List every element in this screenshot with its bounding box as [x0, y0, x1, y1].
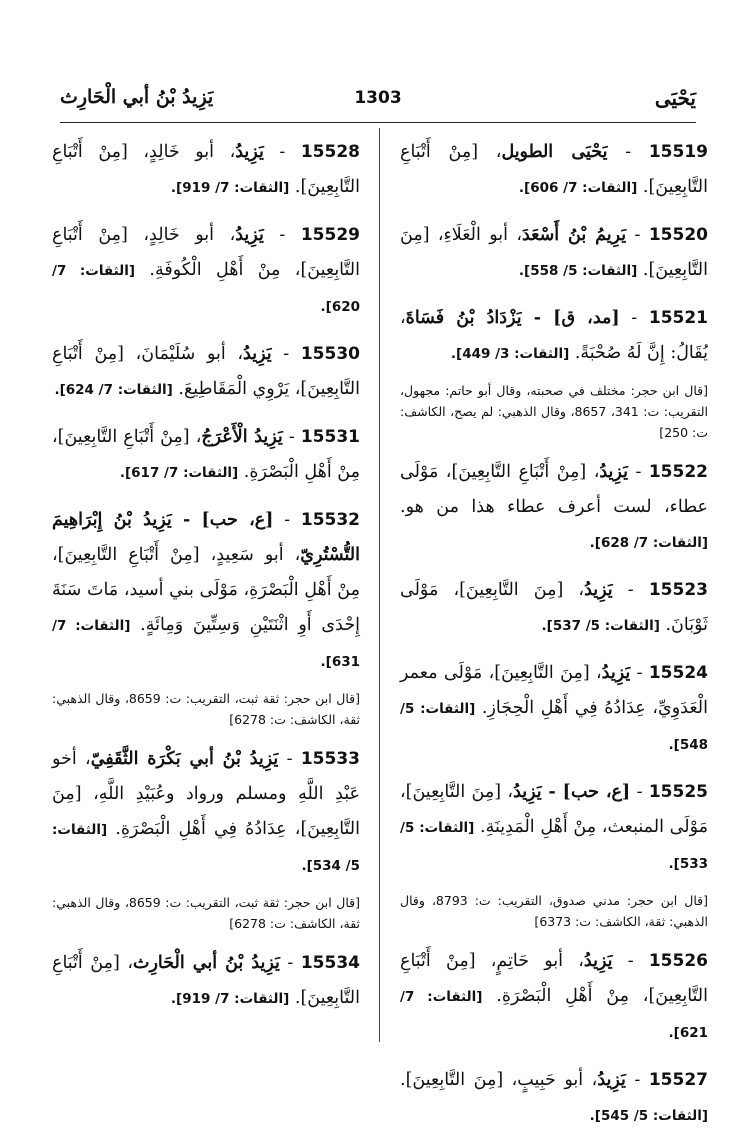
entry-number: 15531: [300, 427, 360, 447]
entry-reference: [الثقات: 7/ 628].: [589, 535, 708, 551]
entry-name: يَزِيدُ: [235, 142, 264, 162]
entry-reference: [الثقات: 5/ 558].: [518, 263, 638, 279]
entry-reference: [الثقات: 3/ 449].: [450, 346, 570, 362]
entry-name: يَزِيدُ: [583, 951, 613, 971]
entry-text: ، أبو خَالِدٍ، [مِنْ أَتْبَاعِ التَّابِعِينَ]، مِنْ أَهْلِ الْكُوفَةِ.: [52, 225, 360, 280]
entry-reference: [الثقات: 7/ 617].: [119, 465, 239, 481]
entry-reference: [الثقات: 5/ 548].: [400, 701, 708, 753]
entry-reference: [الثقات: 7/ 631].: [52, 618, 360, 670]
entry: 15520 - يَرِيمُ بْنُ أَسْعَدَ، أبو الْعَلَاءِ، [مِنَ التَّابِعِينَ]. [الثقات: 5/ 558].: [400, 225, 708, 280]
entry-text: ، [مِنْ أَتْبَاعِ التَّابِعِينَ].: [400, 142, 708, 197]
entry-name: [ع، حب] - يَزِيدُ: [513, 782, 631, 802]
entry-reference: [الثقات: 7/ 621].: [400, 989, 708, 1041]
entry-text: ، يُقَالُ: إِنَّ لَهُ صُحْبَةً.: [400, 308, 708, 363]
entry-number: 15526: [648, 951, 708, 971]
entry-text: ، أبو الْعَلَاءِ، [مِنَ التَّابِعِينَ].: [400, 225, 708, 280]
entry: 15534 - يَزِيدُ بْنُ أبي الْحَارِث، [مِنْ أَتْبَاعِ التَّابِعِينَ]. [الثقات: 7/ 919].: [52, 953, 360, 1008]
entry-reference: [الثقات: 7/ 620].: [52, 263, 360, 315]
entry: 15527 - يَزِيدُ، أبو حَبِيبٍ، [مِنَ التَّابِعِينَ]. [الثقات: 5/ 545].: [400, 1070, 708, 1124]
entry-reference: [الثقات: 7/ 919].: [170, 991, 290, 1007]
entry-name: يَزِيدُ بْنُ أبي الْحَارِث: [132, 953, 280, 973]
entry-name: يَزِيدُ بْنُ أبي بَكْرَة الثَّقَفِيّ: [90, 749, 279, 769]
entry-name: يَزِيدُ: [599, 462, 628, 482]
entry-footnote: [قال ابن حجر: ثقة ثبت، التقريب: ت: 8659، وقال الذهبي: ثقة، الكاشف: ت: 6278]: [52, 895, 360, 931]
entry-name: يَرِيمُ بْنُ أَسْعَدَ: [522, 225, 627, 245]
entry: 15525 - [ع، حب] - يَزِيدُ، [مِنَ التَّابِعِينَ]، مَوْلَى المنبعث، مِنْ أَهْلِ الْمَدِينَةِ. [الثقات: 5/ 533].: [400, 782, 708, 872]
entry-number: 15522: [648, 462, 708, 482]
running-title-left: يَزِيدُ بْنُ أبي الْحَارِث: [60, 86, 214, 108]
entry-reference: [الثقات: 5/ 533].: [400, 820, 708, 872]
entry-name: يَزِيدُ: [584, 580, 613, 600]
entry-text: ، أبو حَبِيبٍ، [مِنَ التَّابِعِينَ].: [400, 1070, 598, 1090]
entry: 15529 - يَزِيدُ، أبو خَالِدٍ، [مِنْ أَتْبَاعِ التَّابِعِينَ]، مِنْ أَهْلِ الْكُوفَةِ. [الثقات: 7/ 620].: [52, 225, 360, 315]
entry-name: [ع، حب] - يَزِيدُ بْنُ إِبْرَاهِيمَ التُّسْتُرِيّ: [52, 510, 360, 565]
entry-text: ، أخو عَبْدِ اللَّهِ ومسلم ورواد وعُبَيْدِ اللَّهِ، [مِنَ التَّابِعِينَ]، عِدَادُهُ فِي أَهْلِ الْبَصْرَةِ.: [52, 749, 360, 839]
entry: 15530 - يَزِيدُ، أبو سُلَيْمَانَ، [مِنْ أَتْبَاعِ التَّابِعِينَ]، يَرْوِي الْمَقَاطِيعَ. [الثقات: 7/ 624].: [52, 344, 360, 399]
header-divider: [60, 122, 696, 123]
entry: 15531 - يَزِيدُ الْأَعْرَجُ، [مِنْ أَتْبَاعِ التَّابِعِينَ]، مِنْ أَهْلِ الْبَصْرَةِ. [الثقات: 7/ 617].: [52, 427, 360, 482]
right-column: [400, 135, 708, 1146]
entry-text: ، أبو سُلَيْمَانَ، [مِنْ أَتْبَاعِ التَّابِعِينَ]، يَرْوِي الْمَقَاطِيعَ.: [52, 344, 360, 399]
entry-reference: [الثقات: 7/ 624].: [54, 382, 173, 398]
entry-name: يَزِيدُ: [235, 225, 264, 245]
entry-footnote: [قال ابن حجر: مختلف في صحبته، وقال أبو حاتم: مجهول، التقريب: ت: 341، 8657، وقال الذهبي: لم يصح، الكاشف: ت: 250]: [400, 383, 708, 440]
entry-number: 15529: [300, 225, 360, 245]
entry-number: 15525: [648, 782, 708, 802]
entry-name: [مد، ق] - يَزْدَادُ بْنُ فَسَاةَ: [405, 308, 620, 328]
entry: 15532 - [ع، حب] - يَزِيدُ بْنُ إِبْرَاهِيمَ التُّسْتُرِيّ، أبو سَعِيدٍ، [مِنْ أَتْبَاعِ التَّابِعِينَ]، مِنْ أَهْلِ الْبَصْرَةِ، مَوْلَى بني أسيد، مَاتَ سَنَةَ إِحْدَى أَوِ اثْنَتَيْنِ وَسِتِّينَ وَمِائَةٍ. [الثقات: 7/ 631].: [52, 510, 361, 670]
entry: 15522 - يَزِيدُ، [مِنْ أَتْبَاعِ التَّابِعِينَ]، مَوْلَى عطاء، لست أعرف عطاء هذا من هو. [الثقات: 7/ 628].: [400, 462, 708, 551]
page-header: [60, 80, 696, 120]
entry-reference: [الثقات: 5/ 537].: [541, 618, 660, 634]
column-divider: [379, 128, 380, 1042]
entry: 15533 - يَزِيدُ بْنُ أبي بَكْرَة الثَّقَفِيّ، أخو عَبْدِ اللَّهِ ومسلم ورواد وعُبَيْدِ اللَّهِ، [مِنَ التَّابِعِينَ]، عِدَادُهُ فِي أَهْلِ الْبَصْرَةِ. [الثقات: 5/ 534].: [52, 749, 360, 874]
entry-text: ، [مِنْ أَتْبَاعِ التَّابِعِينَ].: [52, 953, 360, 1008]
entry-reference: [الثقات: 7/ 919].: [170, 180, 290, 196]
entry-text: ، [مِنَ التَّابِعِينَ]، مَوْلَى ثَوْبَانَ.: [400, 580, 708, 635]
entry-number: 15521: [648, 308, 709, 328]
entry-number: 15520: [648, 225, 708, 245]
entry-reference: [الثقات: 7/ 606].: [518, 180, 638, 196]
entry-number: 15523: [648, 580, 708, 600]
entry-number: 15528: [300, 142, 360, 162]
entry-name: يَزِيدُ: [243, 344, 272, 364]
entry-text: ، أبو خَالِدٍ، [مِنْ أَتْبَاعِ التَّابِعِينَ].: [52, 142, 360, 197]
entry-reference: [الثقات: 5/ 534].: [52, 822, 360, 874]
entry-name: يَزِيدُ: [601, 663, 631, 683]
entry-footnote: [قال ابن حجر: مدني صدوق، التقريب: ت: 8793، وقال الذهبي: ثقة، الكاشف: ت: 6373]: [400, 893, 708, 929]
page-number: 1303: [354, 88, 402, 108]
entry-number: 15524: [648, 663, 708, 683]
entry-number: 15519: [648, 142, 708, 162]
entry: 15526 - يَزِيدُ، أبو حَاتِمٍ، [مِنْ أَتْبَاعِ التَّابِعِينَ]، مِنْ أَهْلِ الْبَصْرَةِ. [الثقات: 7/ 621].: [400, 951, 708, 1041]
left-column: [52, 135, 360, 1029]
entry: 15519 - يَحْيَى الطويل، [مِنْ أَتْبَاعِ التَّابِعِينَ]. [الثقات: 7/ 606].: [400, 142, 708, 197]
entry: 15521 - [مد، ق] - يَزْدَادُ بْنُ فَسَاةَ، يُقَالُ: إِنَّ لَهُ صُحْبَةً. [الثقات: 3/ 449].: [400, 308, 709, 363]
entry-text: ، [مِنَ التَّابِعِينَ]، مَوْلَى المنبعث، مِنْ أَهْلِ الْمَدِينَةِ.: [400, 782, 708, 837]
entry: 15524 - يَزِيدُ، [مِنَ التَّابِعِينَ]، مَوْلَى معمر الْعَدَوِيِّ، عِدَادُهُ فِي أَهْلِ الْحِجَازِ. [الثقات: 5/ 548].: [400, 663, 709, 753]
entry-name: يَزِيدُ الْأَعْرَجُ: [201, 427, 283, 447]
entry-number: 15534: [300, 953, 360, 973]
entry-text: ، أبو سَعِيدٍ، [مِنْ أَتْبَاعِ التَّابِعِينَ]، مِنْ أَهْلِ الْبَصْرَةِ، مَوْلَى بني أسيد، مَاتَ سَنَةَ إِحْدَى أَوِ اثْنَتَيْنِ وَسِتِّينَ وَمِائَةٍ.: [52, 545, 360, 635]
entry-name: يَحْيَى الطويل: [501, 142, 608, 162]
entry: 15528 - يَزِيدُ، أبو خَالِدٍ، [مِنْ أَتْبَاعِ التَّابِعِينَ]. [الثقات: 7/ 919].: [52, 142, 360, 197]
entry-name: يَزِيدُ: [597, 1070, 626, 1090]
entry-number: 15533: [300, 749, 360, 769]
entry-number: 15527: [648, 1070, 708, 1090]
entry-text: ، [مِنْ أَتْبَاعِ التَّابِعِينَ]، مِنْ أَهْلِ الْبَصْرَةِ.: [52, 427, 360, 482]
entry-text: ، [مِنَ التَّابِعِينَ]، مَوْلَى معمر الْعَدَوِيِّ، عِدَادُهُ فِي أَهْلِ الْحِجَازِ.: [400, 663, 709, 718]
entry-number: 15532: [300, 510, 361, 530]
entry-reference: [الثقات: 5/ 545].: [589, 1108, 708, 1124]
entry-text: ، أبو حَاتِمٍ، [مِنْ أَتْبَاعِ التَّابِعِينَ]، مِنْ أَهْلِ الْبَصْرَةِ.: [400, 951, 708, 1006]
entry-text: ، [مِنْ أَتْبَاعِ التَّابِعِينَ]، مَوْلَى عطاء، لست أعرف عطاء هذا من هو.: [400, 462, 708, 517]
entry-footnote: [قال ابن حجر: ثقة ثبت، التقريب: ت: 8659، وقال الذهبي: ثقة، الكاشف: ت: 6278]: [52, 691, 360, 727]
running-title-right: يَحْيَى: [654, 86, 696, 110]
entry-number: 15530: [300, 344, 360, 364]
entry: 15523 - يَزِيدُ، [مِنَ التَّابِعِينَ]، مَوْلَى ثَوْبَانَ. [الثقات: 5/ 537].: [400, 580, 708, 635]
